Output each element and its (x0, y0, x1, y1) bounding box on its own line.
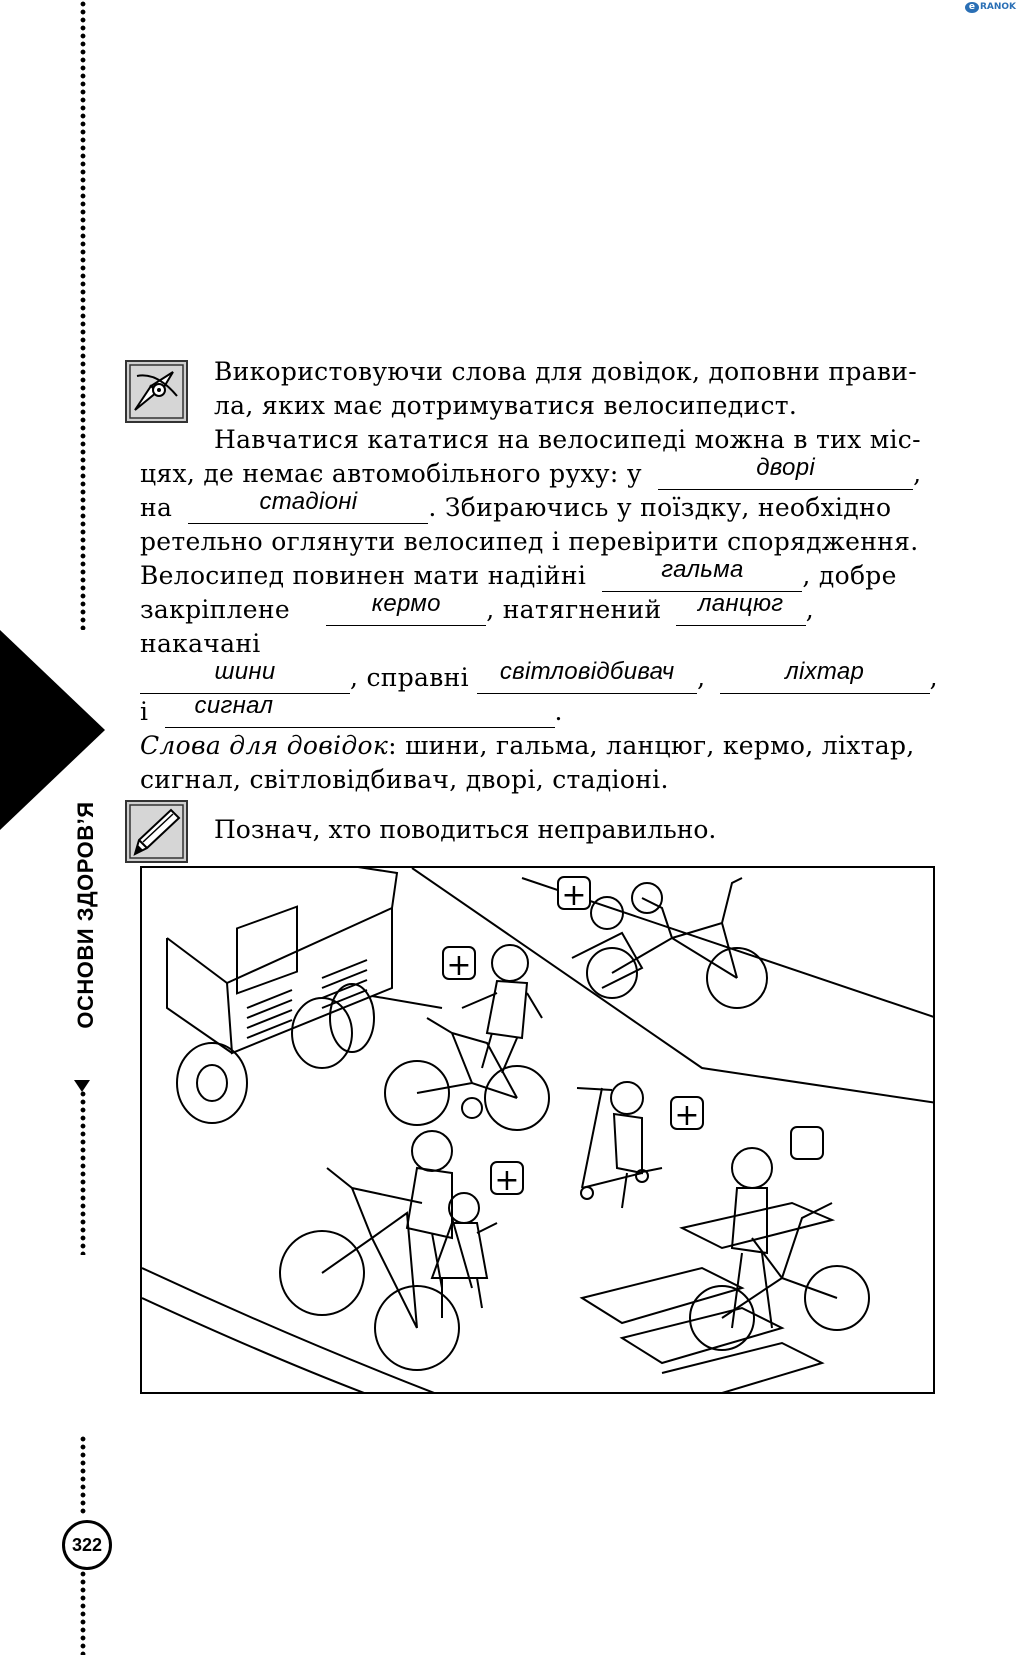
answer-blank-likhtar[interactable]: ліхтар (720, 666, 930, 694)
publisher-logo: e RANOK (965, 2, 1016, 13)
answer-blank-stadioni[interactable]: стадіоні (188, 496, 428, 524)
paragraph-line-a1: Навчатися кататися на велосипеді можна в тих міс- (214, 425, 921, 454)
answer-checkbox-4[interactable]: + (490, 1161, 524, 1195)
answer-blank-shyny[interactable]: шини (140, 666, 350, 694)
instruction-line-2: ла, яких має дотримуватися велосипедист. (214, 391, 798, 420)
paragraph-line-b2: ретельно оглянути велосипед і перевірити спорядження. (140, 527, 919, 556)
answer-blank-lantsiuh[interactable]: ланцюг (676, 598, 806, 626)
paragraph-line-c: Велосипед повинен мати надійні гальма , добре (140, 556, 897, 590)
chapter-arrow-icon (74, 1080, 90, 1092)
street-illustration (140, 866, 935, 1394)
answer-checkbox-3[interactable]: + (670, 1096, 704, 1130)
paragraph-line-d: закріплене кермо , натягнений ланцюг , накачані (140, 590, 814, 658)
page-number: 322 (62, 1520, 112, 1570)
answer-checkbox-5[interactable] (790, 1126, 824, 1160)
paragraph-line-a2: цях, де немає автомобільного руху: у дворі , (140, 454, 922, 488)
dotted-rule-footer (80, 1570, 86, 1655)
answer-blank-halma[interactable]: гальма (602, 564, 802, 592)
dotted-rule-top (80, 0, 86, 630)
answer-blank-svitlo[interactable]: світловідбивач (477, 666, 697, 694)
task2-instruction: Познач, хто поводиться неправильно. (214, 815, 717, 844)
paragraph-line-f: і сигнал . (140, 692, 563, 726)
instruction-line-1: Використовуючи слова для довідок, доповни прави- (214, 357, 917, 386)
chapter-title: ОСНОВИ ЗДОРОВ’Я (73, 801, 98, 1029)
answer-blank-syhnal[interactable]: сигнал (165, 700, 555, 728)
answer-checkbox-1[interactable]: + (557, 876, 591, 910)
answer-blank-kermo[interactable]: кермо (326, 598, 486, 626)
dotted-rule-middle (80, 1090, 86, 1255)
paragraph-line-e: шини , справні світловідбивач , ліхтар , (140, 661, 940, 695)
answer-checkbox-2[interactable]: + (442, 946, 476, 980)
dotted-rule-bottom (80, 1435, 86, 1515)
answer-blank-dvori[interactable]: дворі (658, 462, 913, 490)
paragraph-line-b1: на стадіоні . Збираючись у поїздку, необхідно (140, 488, 892, 522)
pencil-task-icon (125, 800, 188, 863)
task1-text (140, 355, 940, 797)
reference-words: Слова для довідок: шини, гальма, ланцюг, кермо, ліхтар, сигнал, світловідбивач, дворі, стадіоні. (140, 731, 915, 794)
